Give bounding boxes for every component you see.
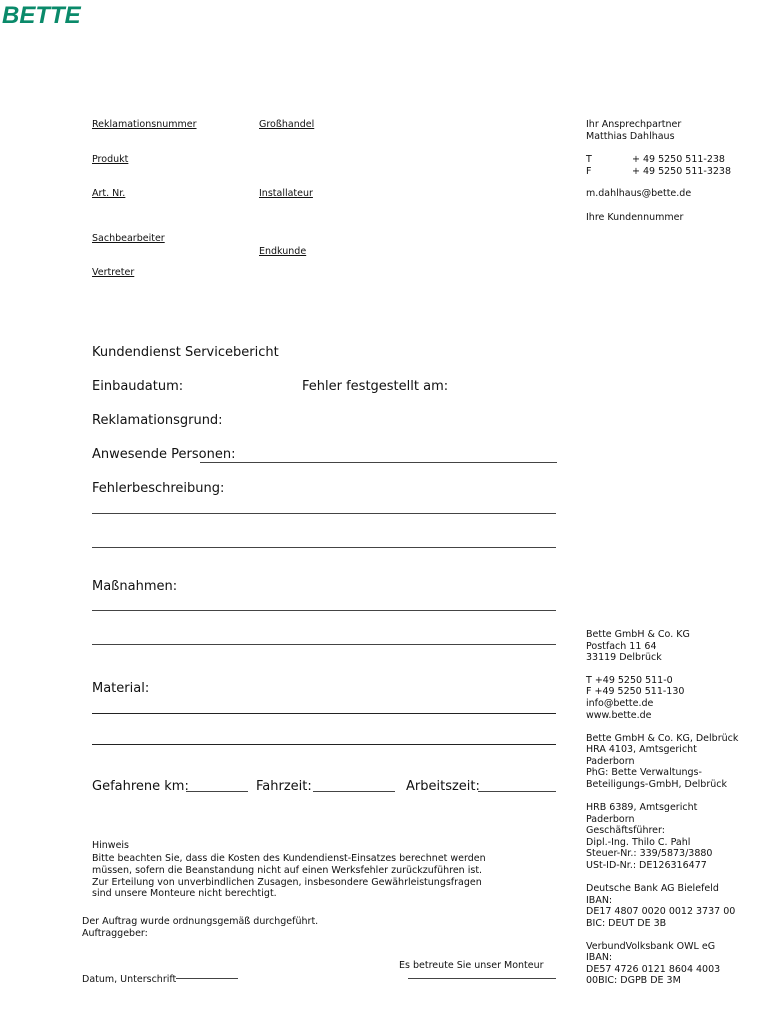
contact-name: Matthias Dahlhaus — [586, 131, 675, 142]
label-massnahmen: Maßnahmen: — [92, 579, 178, 594]
company-hrb-4: Dipl.-Ing. Thilo C. Pahl — [586, 837, 691, 848]
logo-text: BETTE — [2, 2, 81, 26]
label-sachbearbeiter: Sachbearbeiter — [92, 233, 165, 244]
notice-line-2: müssen, sofern die Beanstandung nicht auf einen Werksfehler zurückzuführen ist. — [92, 865, 483, 876]
label-fehler-festgestellt: Fehler festgestellt am: — [302, 379, 449, 394]
signature-date: Datum, Unterschrift — [82, 974, 177, 985]
contact-fax: + 49 5250 511-3238 — [632, 166, 732, 177]
signature-done: Der Auftrag wurde ordnungsgemäß durchgeführt. — [82, 916, 319, 927]
company-hrb-1: HRB 6389, Amtsgericht — [586, 802, 698, 813]
company-reg-3: Paderborn — [586, 756, 635, 767]
label-gefahrene-km: Gefahrene km: — [92, 779, 189, 794]
company-city: 33119 Delbrück — [586, 652, 662, 663]
massnahmen-line-1[interactable] — [92, 610, 556, 611]
bank1-iban: DE17 4807 0020 0012 3737 00 — [586, 906, 736, 917]
company-name: Bette GmbH & Co. KG — [586, 629, 690, 640]
notice-line-4: sind unsere Monteure nicht berechtigt. — [92, 888, 277, 899]
company-hrb-3: Geschäftsführer: — [586, 825, 665, 836]
label-produkt: Produkt — [92, 154, 129, 165]
company-hrb-5: Steuer-Nr.: 339/5873/3880 — [586, 848, 713, 859]
label-reklamationsnummer: Reklamationsnummer — [92, 119, 197, 130]
label-vertreter: Vertreter — [92, 267, 135, 278]
company-reg-1: Bette GmbH & Co. KG, Delbrück — [586, 733, 739, 744]
company-reg-4: PhG: Bette Verwaltungs- — [586, 767, 702, 778]
arbeitszeit-line[interactable] — [478, 791, 556, 792]
label-art-nr: Art. Nr. — [92, 188, 126, 199]
company-reg-2: HRA 4103, Amtsgericht — [586, 744, 697, 755]
bank1-bic: BIC: DEUT DE 3B — [586, 918, 667, 929]
label-installateur: Installateur — [259, 188, 313, 199]
company-phone: T +49 5250 511-0 — [586, 675, 673, 686]
company-reg-5: Beteiligungs-GmbH, Delbrück — [586, 779, 727, 790]
label-grosshandel: Großhandel — [259, 119, 315, 130]
company-postfach: Postfach 11 64 — [586, 641, 657, 652]
signature-client: Auftraggeber: — [82, 928, 148, 939]
notice-line-3: Zur Erteilung von unverbindlichen Zusagen, insbesondere Gewährleistungsfragen — [92, 877, 482, 888]
bank2-iban: DE57 4726 0121 8604 4003 — [586, 964, 721, 975]
massnahmen-line-2[interactable] — [92, 644, 556, 645]
bank2-iban-label: IBAN: — [586, 952, 613, 963]
signature-installer: Es betreute Sie unser Monteur — [399, 960, 544, 971]
label-anwesende-personen: Anwesende Personen: — [92, 447, 236, 462]
client-signature-line[interactable] — [176, 978, 238, 979]
notice-line-1: Bitte beachten Sie, dass die Kosten des Kundendienst-Einsatzes berechnet werden — [92, 853, 486, 864]
company-hrb-2: Paderborn — [586, 814, 635, 825]
label-arbeitszeit: Arbeitszeit: — [406, 779, 480, 794]
anwesende-personen-line[interactable] — [200, 462, 557, 463]
label-endkunde: Endkunde — [259, 246, 307, 257]
label-einbaudatum: Einbaudatum: — [92, 379, 184, 394]
bette-logo-graphic — [0, 2, 132, 26]
gefahrene-km-line[interactable] — [186, 791, 248, 792]
contact-title: Ihr Ansprechpartner — [586, 119, 682, 130]
installer-signature-line[interactable] — [408, 978, 556, 979]
label-reklamationsgrund: Reklamationsgrund: — [92, 413, 223, 428]
bank2-bic: 00BIC: DGPB DE 3M — [586, 975, 681, 986]
material-line-2[interactable] — [92, 744, 556, 745]
contact-customer-number: Ihre Kundennummer — [586, 212, 684, 223]
contact-email[interactable]: m.dahlhaus@bette.de — [586, 188, 692, 199]
fehlerbeschreibung-line-1[interactable] — [92, 513, 556, 514]
bank2-name: VerbundVolksbank OWL eG — [586, 941, 716, 952]
fehlerbeschreibung-line-2[interactable] — [92, 547, 556, 548]
company-hrb-6: USt-ID-Nr.: DE126316477 — [586, 860, 707, 871]
fahrzeit-line[interactable] — [313, 791, 395, 792]
company-email[interactable]: info@bette.de — [586, 698, 654, 709]
label-fahrzeit: Fahrzeit: — [256, 779, 312, 794]
bette-logo — [0, 2, 132, 30]
company-web[interactable]: www.bette.de — [586, 710, 652, 721]
label-fehlerbeschreibung: Fehlerbeschreibung: — [92, 481, 225, 496]
label-material: Material: — [92, 681, 150, 696]
contact-phone-label: T — [586, 154, 592, 165]
company-fax: F +49 5250 511-130 — [586, 686, 685, 697]
bank1-name: Deutsche Bank AG Bielefeld — [586, 883, 719, 894]
form-title: Kundendienst Servicebericht — [92, 345, 279, 360]
material-line-1[interactable] — [92, 713, 556, 714]
contact-fax-label: F — [586, 166, 592, 177]
notice-title: Hinweis — [92, 840, 130, 851]
bank1-iban-label: IBAN: — [586, 895, 613, 906]
contact-phone: + 49 5250 511-238 — [632, 154, 725, 165]
